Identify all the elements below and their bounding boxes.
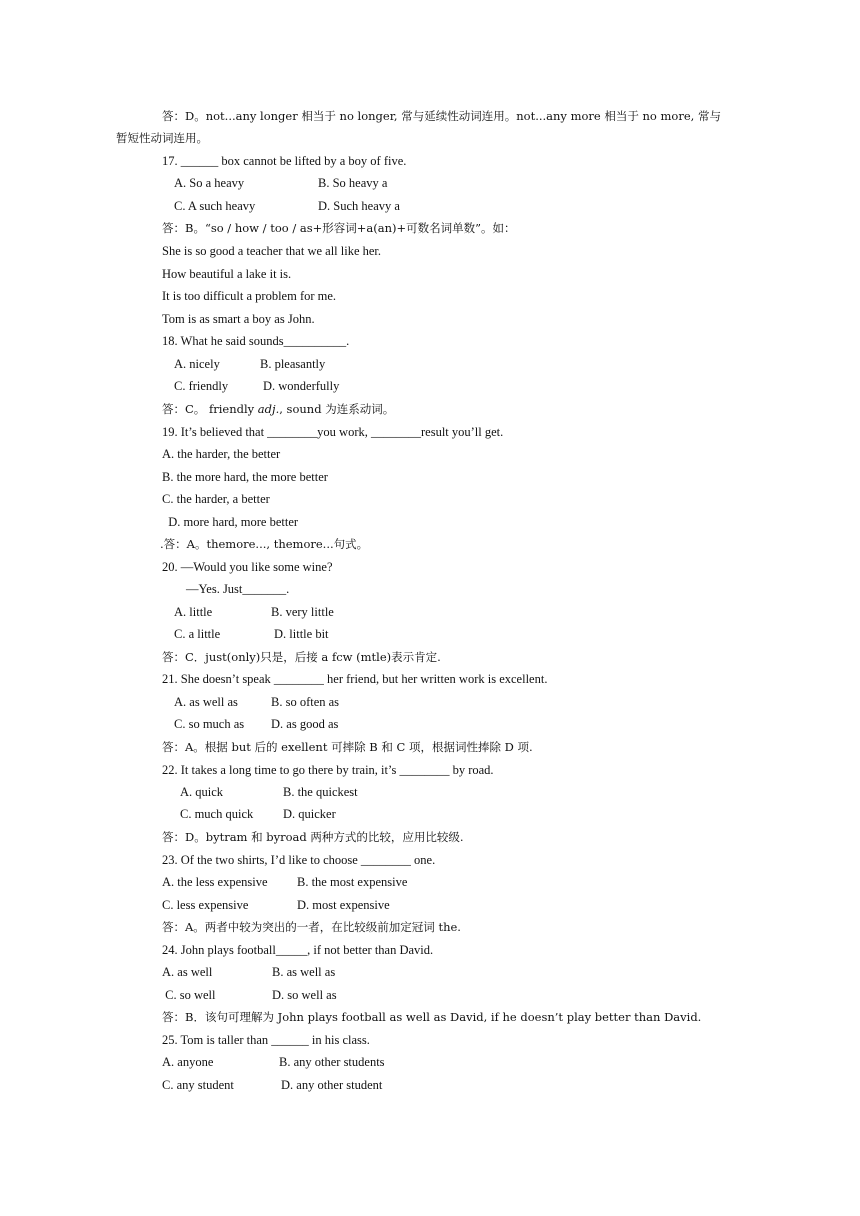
option-17-b: B. So heavy a [318, 176, 388, 190]
option-20-c: C. a little [174, 627, 221, 641]
option-23-d: D. most expensive [297, 898, 390, 912]
option-18-b: B. pleasantly [260, 357, 326, 371]
option-22-b: B. the quickest [283, 785, 358, 799]
question-20: 20. —Would you like some wine? [162, 560, 333, 574]
option-17-d: D. Such heavy a [318, 199, 400, 213]
option-17-a: A. So a heavy [174, 176, 245, 190]
option-19-a: A. the harder, the better [162, 447, 281, 461]
answer-18 [162, 401, 394, 417]
example-17-2: How beautiful a lake it is. [162, 267, 292, 281]
option-22-c: C. much quick [180, 807, 254, 821]
option-24-b: B. as well as [272, 965, 336, 979]
option-23-c: C. less expensive [162, 898, 249, 912]
option-21-c: C. so much as [174, 717, 245, 731]
option-25-d: D. any other student [281, 1078, 383, 1092]
option-18-d: D. wonderfully [263, 379, 340, 393]
answer-18-em: adj. [257, 402, 280, 416]
option-19-c: C. the harder, a better [162, 492, 270, 506]
option-20-d: D. little bit [274, 627, 329, 641]
option-18-c: C. friendly [174, 379, 229, 393]
option-20-b: B. very little [271, 605, 334, 619]
question-17: 17. ______ box cannot be lifted by a boy of five. [162, 154, 407, 168]
option-21-d: D. as good as [271, 717, 339, 731]
option-21-b: B. so often as [271, 695, 340, 709]
option-18-a: A. nicely [174, 357, 220, 371]
answer-24: 答：B．该句可理解为 John plays football as well as David, if he doesn’t play better than David. [162, 1010, 702, 1024]
option-24-a: A. as well [162, 965, 213, 979]
option-19-b: B. the more hard, the more better [162, 470, 328, 484]
question-19: 19. It’s believed that ________you work, ________result you’ll get. [162, 425, 504, 439]
question-24: 24. John plays football_____, if not better than David. [162, 943, 434, 957]
option-24-d: D. so well as [272, 988, 337, 1002]
option-20-a: A. little [174, 605, 213, 619]
option-22-a: A. quick [180, 785, 224, 799]
question-21: 21. She doesn’t speak ________ her friend, but her written work is excellent. [162, 672, 548, 686]
answer-18-post: , sound 为连系动词。 [279, 402, 395, 416]
question-25: 25. Tom is taller than ______ in his class. [162, 1033, 370, 1047]
answer-23: 答：A。两者中较为突出的一者，在比较级前加定冠词 the. [162, 920, 461, 934]
option-22-d: D. quicker [283, 807, 336, 821]
answer-21: 答：A。根据 but 后的 exellent 可摔除 B 和 C 项，根据词性捧除 D 项. [162, 740, 533, 754]
answer-19: .答：A。themore..., themore...句式。 [160, 537, 369, 551]
answer-20: 答：C．just(only)只是，后接 a fcw (mtle)表示肯定. [162, 650, 441, 664]
example-17-4: Tom is as smart a boy as John. [162, 312, 315, 326]
answer-17: 答：B。“so / how / too / as+形容词+a(an)+可数名词单数”。如： [162, 221, 516, 235]
question-20-reply: —Yes. Just_______. [186, 582, 290, 596]
question-23: 23. Of the two shirts, I’d like to choose ________ one. [162, 853, 436, 867]
option-23-b: B. the most expensive [297, 875, 408, 889]
answer-22: 答：D。bytram 和 byroad 两种方式的比较，应用比较级. [162, 830, 464, 844]
intro-answer-line-1: 答：D。not...any longer 相当于 no longer, 常与延续性动词连用。not...any more 相当于 no more, 常与 [162, 109, 721, 123]
option-19-d: D. more hard, more better [162, 515, 299, 529]
option-25-b: B. any other students [279, 1055, 385, 1069]
example-17-3: It is too difficult a problem for me. [162, 289, 337, 303]
option-17-c: C. A such heavy [174, 199, 256, 213]
intro-answer-line-2: 暂短性动词连用。 [116, 131, 208, 145]
question-18: 18. What he said sounds__________. [162, 334, 350, 348]
option-25-a: A. anyone [162, 1055, 214, 1069]
option-21-a: A. as well as [174, 695, 238, 709]
option-24-c: C. so well [162, 988, 216, 1002]
question-22: 22. It takes a long time to go there by train, it’s ________ by road. [162, 763, 494, 777]
option-25-c: C. any student [162, 1078, 234, 1092]
example-17-1: She is so good a teacher that we all like her. [162, 244, 382, 258]
option-23-a: A. the less expensive [162, 875, 268, 889]
answer-18-pre: 答：C。 friendly [162, 402, 258, 416]
